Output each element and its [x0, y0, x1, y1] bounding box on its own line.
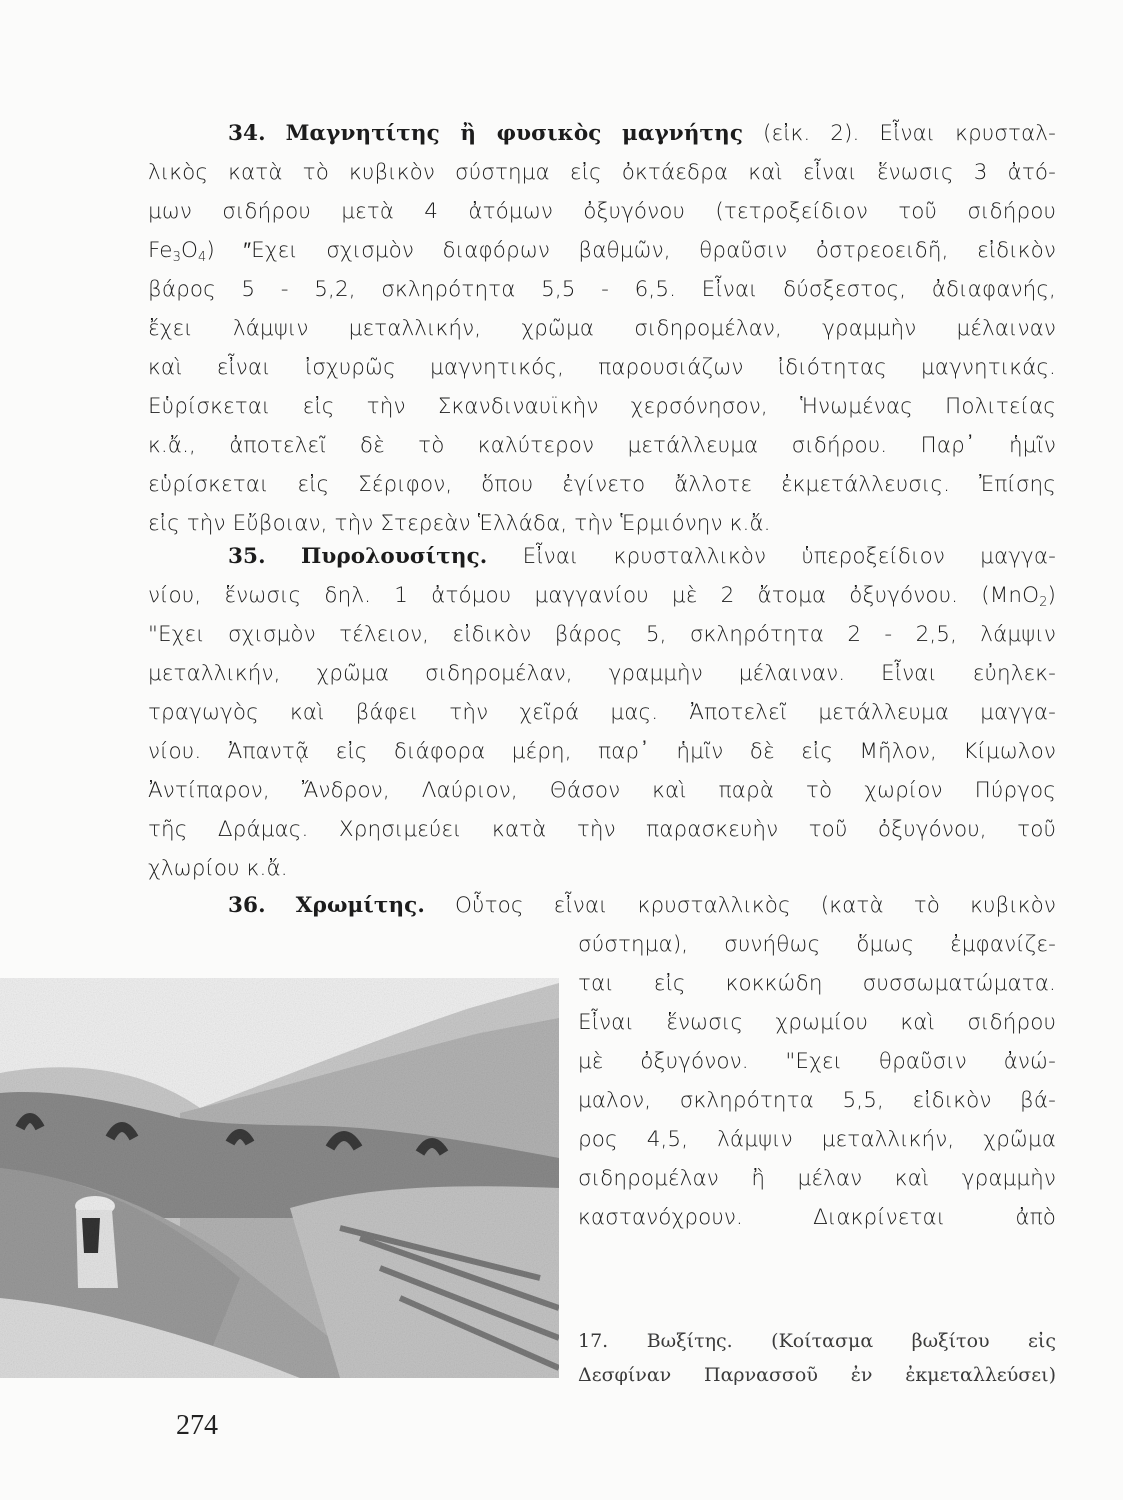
- body-text: Εἶναι κρυσταλλικὸν ὑπεροξείδιον μαγγα-: [522, 544, 1056, 569]
- body-line: μὲ ὀξυγόνον. "Εχει θραῦσιν ἀνώ-: [578, 1049, 1056, 1074]
- bauxite-quarry-photo: [0, 978, 559, 1378]
- body-line: Εἶναι ἕνωσις χρωμίου καὶ σιδήρου: [578, 1010, 1056, 1035]
- body-line: τῆς Δράμας. Χρησιμεύει κατὰ τὴν παρασκευὴν τοῦ ὀξυγόνου, τοῦ: [148, 817, 1056, 842]
- section-number: 36.: [228, 893, 266, 918]
- body-text: Οὗτος εἶναι κρυσταλλικὸς (κατὰ τὸ κυβικὸν: [455, 893, 1057, 918]
- body-line: σύστημα), συνήθως ὅμως ἐμφανίζε-: [578, 932, 1056, 957]
- figure-caption-line: 17. Βωξίτης. (Κοίτασμα βωξίτου εἰς: [578, 1330, 1056, 1352]
- body-line: μαλον, σκληρότητα 5,5, εἰδικὸν βά-: [578, 1088, 1056, 1113]
- body-line: μων σιδήρου μετὰ 4 ἀτόμων ὀξυγόνου (τετροξείδιον τοῦ σιδήρου: [148, 199, 1056, 224]
- body-line: εἰς τὴν Εὔβοιαν, τὴν Στερεὰν Ἑλλάδα, τὴν Ἑρμιόνην κ.ἄ.: [148, 511, 771, 536]
- body-line: ἔχει λάμψιν μεταλλικήν, χρῶμα σιδηρομέλαν, γραμμὴν μέλαιναν: [148, 316, 1056, 341]
- formula-subscript: 2: [1039, 595, 1048, 610]
- page-number: 274: [176, 1410, 218, 1441]
- section-title: Πυρολουσίτης.: [300, 544, 488, 569]
- body-line: καστανόχρουν. Διακρίνεται ἀπὸ: [578, 1205, 1056, 1230]
- body-line: βάρος 5 - 5,2, σκληρότητα 5,5 - 6,5. Εἶναι δύσξεστος, ἀδιαφανής,: [148, 277, 1056, 302]
- body-line: ται εἰς κοκκώδη συσσωματώματα.: [578, 971, 1056, 996]
- body-line: τραγωγὸς καὶ βάφει τὴν χεῖρά μας. Ἀποτελεῖ μετάλλευμα μαγγα-: [148, 700, 1056, 725]
- body-line: νίου. Ἀπαντᾷ εἰς διάφορα μέρη, παρ᾿ ἡμῖν δὲ εἰς Μῆλον, Κίμωλον: [148, 739, 1056, 764]
- body-line: κ.ἄ., ἀποτελεῖ δὲ τὸ καλύτερον μετάλλευμα σιδήρου. Παρ᾿ ἡμῖν: [148, 433, 1056, 458]
- section-34-heading-line: [228, 114, 1056, 153]
- body-line: εὑρίσκεται εἰς Σέριφον, ὅπου ἐγίνετο ἄλλοτε ἐκμετάλλευσις. Ἐπίσης: [148, 472, 1056, 497]
- photo-illustration: [0, 978, 559, 1378]
- section-35-heading-line: [228, 537, 1056, 576]
- section-title: Χρωμίτης.: [295, 893, 425, 918]
- body-line-formula: [148, 231, 1056, 270]
- body-text: ) ″Εχει σχισμὸν διαφόρων βαθμῶν, θραῦσιν ὀστρεοειδῆ, εἰδικὸν: [206, 238, 1056, 263]
- body-line: καὶ εἶναι ἰσχυρῶς μαγνητικός, παρουσιάζων ἰδιότητας μαγνητικάς.: [148, 355, 1056, 380]
- body-line: ρος 4,5, λάμψιν μεταλλικήν, χρῶμα: [578, 1127, 1056, 1152]
- body-line: Ἀντίπαρον, Ἄνδρον, Λαύριον, Θάσον καὶ παρὰ τὸ χωρίον Πύργος: [148, 778, 1056, 803]
- body-text: νίου, ἕνωσις δηλ. 1 ἀτόμου μαγγανίου μὲ 2 ἄτομα ὀξυγόνου. (MnO: [148, 583, 1040, 608]
- section-number: 35.: [228, 544, 266, 569]
- section-title: Μαγνητίτης ἢ φυσικὸς μαγνήτης: [285, 121, 744, 146]
- figure-caption-line: Δεσφίναν Παρνασσοῦ ἐν ἐκμεταλλεύσει): [578, 1364, 1056, 1386]
- body-line: μεταλλικήν, χρῶμα σιδηρομέλαν, γραμμὴν μέλαιναν. Εἶναι εὐηλεκ-: [148, 661, 1056, 686]
- chemical-formula: $Fe_3O_4$: [148, 238, 207, 265]
- body-text: (εἰκ. 2). Εἶναι κρυσταλ-: [762, 121, 1056, 146]
- body-line: λικὸς κατὰ τὸ κυβικὸν σύστημα εἰς ὀκτάεδρα καὶ εἶναι ἕνωσις 3 ἀτό-: [148, 160, 1056, 185]
- body-line: "Εχει σχισμὸν τέλειον, εἰδικὸν βάρος 5, σκληρότητα 2 - 2,5, λάμψιν: [148, 622, 1056, 647]
- section-36-heading-line: [228, 886, 1056, 925]
- body-line: χλωρίου κ.ἄ.: [148, 856, 288, 881]
- section-number: 34.: [228, 121, 266, 146]
- body-line: σιδηρομέλαν ἢ μέλαν καὶ γραμμὴν: [578, 1166, 1056, 1191]
- body-line: Εὑρίσκεται εἰς τὴν Σκανδιναυϊκὴν χερσόνησον, Ἡνωμένας Πολιτείας: [148, 394, 1056, 419]
- body-line-formula: νίου, ἕνωσις δηλ. 1 ἀτόμου μαγγανίου μὲ 2 ἄτομα ὀξυγόνου. (MnO$_2$): [148, 583, 1056, 610]
